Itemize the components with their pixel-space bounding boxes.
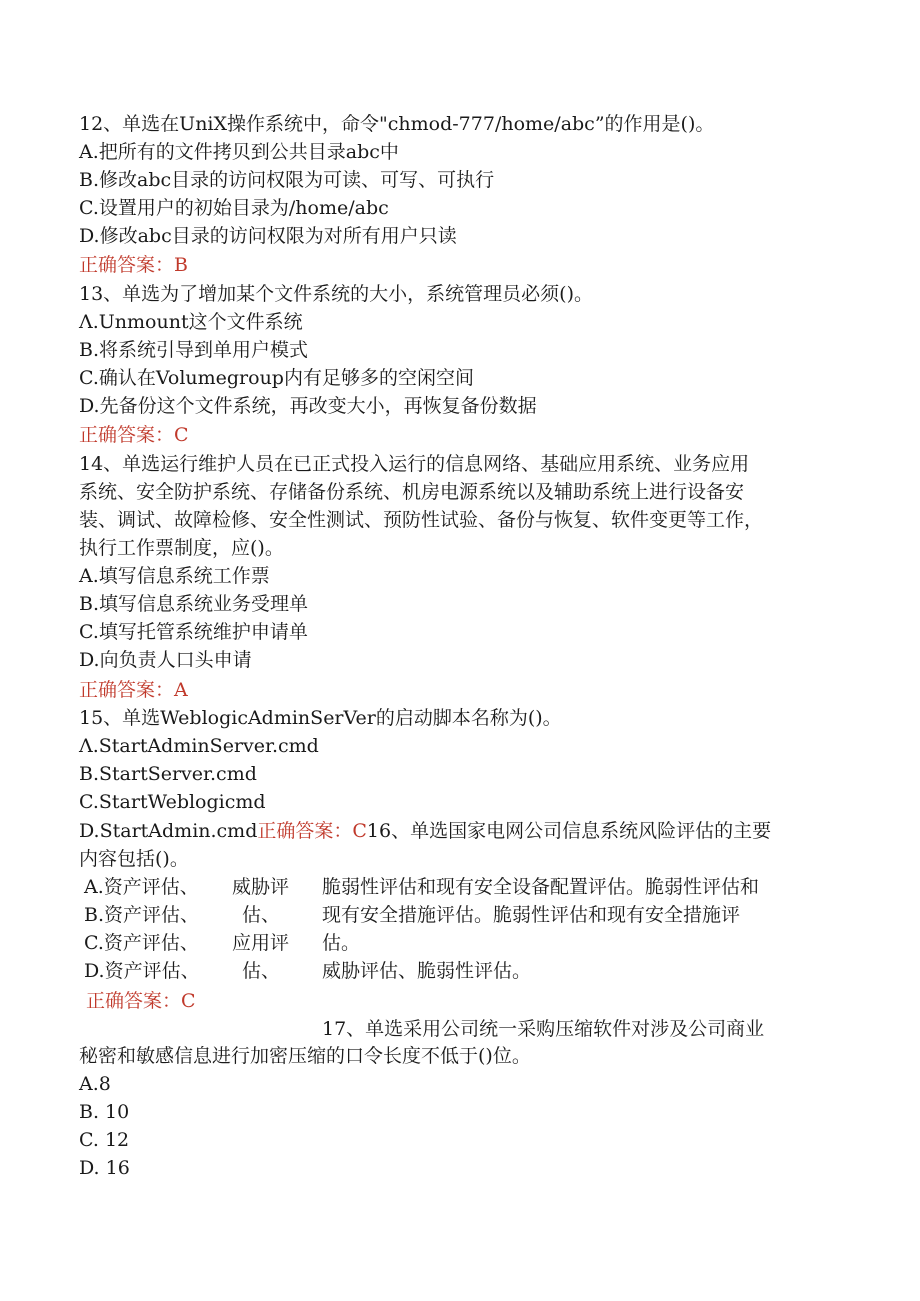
q14-option-a: A.填写信息系统工作票 xyxy=(79,565,270,587)
q17-stem-part-1: 17、单选采用公司统一采购压缩软件对涉及公司商业 xyxy=(322,1018,765,1040)
q16-col2-line-1: 威胁评 xyxy=(232,876,290,898)
q15-option-c: C.StartWeblogicmd xyxy=(79,791,266,813)
q12-option-a: A.把所有的文件拷贝到公共目录abc中 xyxy=(79,141,399,163)
q16-option-a-col1: A.资产评估、 xyxy=(84,876,199,898)
q12-option-b: B.修改abc目录的访问权限为可读、可写、可执行 xyxy=(79,169,495,191)
q15-option-d: D.StartAdmin.cmd xyxy=(79,820,258,842)
q14-option-c: C.填写托管系统维护申请单 xyxy=(79,621,308,643)
q13-answer: 正确答案：C xyxy=(79,424,189,446)
q13-option-a: Λ.Unmount这个文件系统 xyxy=(79,311,303,333)
q15-q16-combined-line xyxy=(79,817,771,845)
q14-stem-line-4: 执行工作票制度，应()。 xyxy=(79,537,284,559)
q16-stem-part-2: 内容包括()。 xyxy=(79,848,189,870)
q16-col3-line-1: 脆弱性评估和现有安全设备配置评估。脆弱性评估和 xyxy=(322,876,760,898)
q16-col2-line-3: 应用评 xyxy=(232,932,290,954)
q16-col3-line-3: 估。 xyxy=(322,932,361,954)
q16-option-b-col1: B.资产评估、 xyxy=(84,904,200,926)
q16-option-c-col1: C.资产评估、 xyxy=(84,932,199,954)
q15-option-b: B.StartServer.cmd xyxy=(79,763,257,785)
q13-option-c: C.确认在Volumegroup内有足够多的空闲空间 xyxy=(79,367,474,389)
q16-col3-line-4: 威胁评估、脆弱性评估。 xyxy=(322,960,532,982)
q13-option-b: B.将系统引导到单用户模式 xyxy=(79,339,309,361)
q14-option-d: D.向负责人口头申请 xyxy=(79,649,252,671)
q16-col3-line-2: 现有安全措施评估。脆弱性评估和现有安全措施评 xyxy=(322,904,741,926)
q16-col2-line-4: 估、 xyxy=(242,960,281,982)
q13-stem: 13、单选为了增加某个文件系统的大小，系统管理员必须()。 xyxy=(79,283,594,305)
q16-stem-part-1: 16、单选国家电网公司信息系统风险评估的主要 xyxy=(366,820,772,842)
q14-stem-line-2: 系统、安全防护系统、存储备份系统、机房电源系统以及辅助系统上进行设备安 xyxy=(79,481,745,503)
q17-option-a: A.8 xyxy=(79,1073,111,1095)
q14-stem-line-1: 14、单选运行维护人员在已正式投入运行的信息网络、基础应用系统、业务应用 xyxy=(79,453,750,475)
q15-option-a: Λ.StartAdminServer.cmd xyxy=(79,735,319,757)
q13-option-d: D.先备份这个文件系统，再改变大小，再恢复备份数据 xyxy=(79,395,537,417)
q16-option-d-col1: D.资产评估、 xyxy=(84,960,200,982)
q16-col2-line-2: 估、 xyxy=(242,904,281,926)
q12-stem: 12、单选在UniX操作系统中，命令"chmod-777/home/abc”的作用是()。 xyxy=(79,113,715,135)
q12-option-c: C.设置用户的初始目录为/home/abc xyxy=(79,197,389,219)
q14-stem-line-3: 装、调试、故障检修、安全性测试、预防性试验、备份与恢复、软件变更等工作， xyxy=(79,509,764,531)
q15-stem: 15、单选WeblogicAdminSerVer的启动脚本名称为()。 xyxy=(79,707,562,729)
q17-option-d: D. 16 xyxy=(79,1157,130,1179)
q14-option-b: B.填写信息系统业务受理单 xyxy=(79,593,309,615)
q16-answer: 正确答案：C xyxy=(86,990,196,1012)
q12-answer: 正确答案：B xyxy=(79,254,188,276)
q12-option-d: D.修改abc目录的访问权限为对所有用户只读 xyxy=(79,225,457,247)
q15-answer: 正确答案：C xyxy=(257,820,367,842)
q14-answer: 正确答案：A xyxy=(79,679,188,701)
q17-option-c: C. 12 xyxy=(79,1129,130,1151)
q17-stem-part-2: 秘密和敏感信息进行加密压缩的口令长度不低于()位。 xyxy=(79,1045,531,1067)
q17-option-b: B. 10 xyxy=(79,1101,130,1123)
